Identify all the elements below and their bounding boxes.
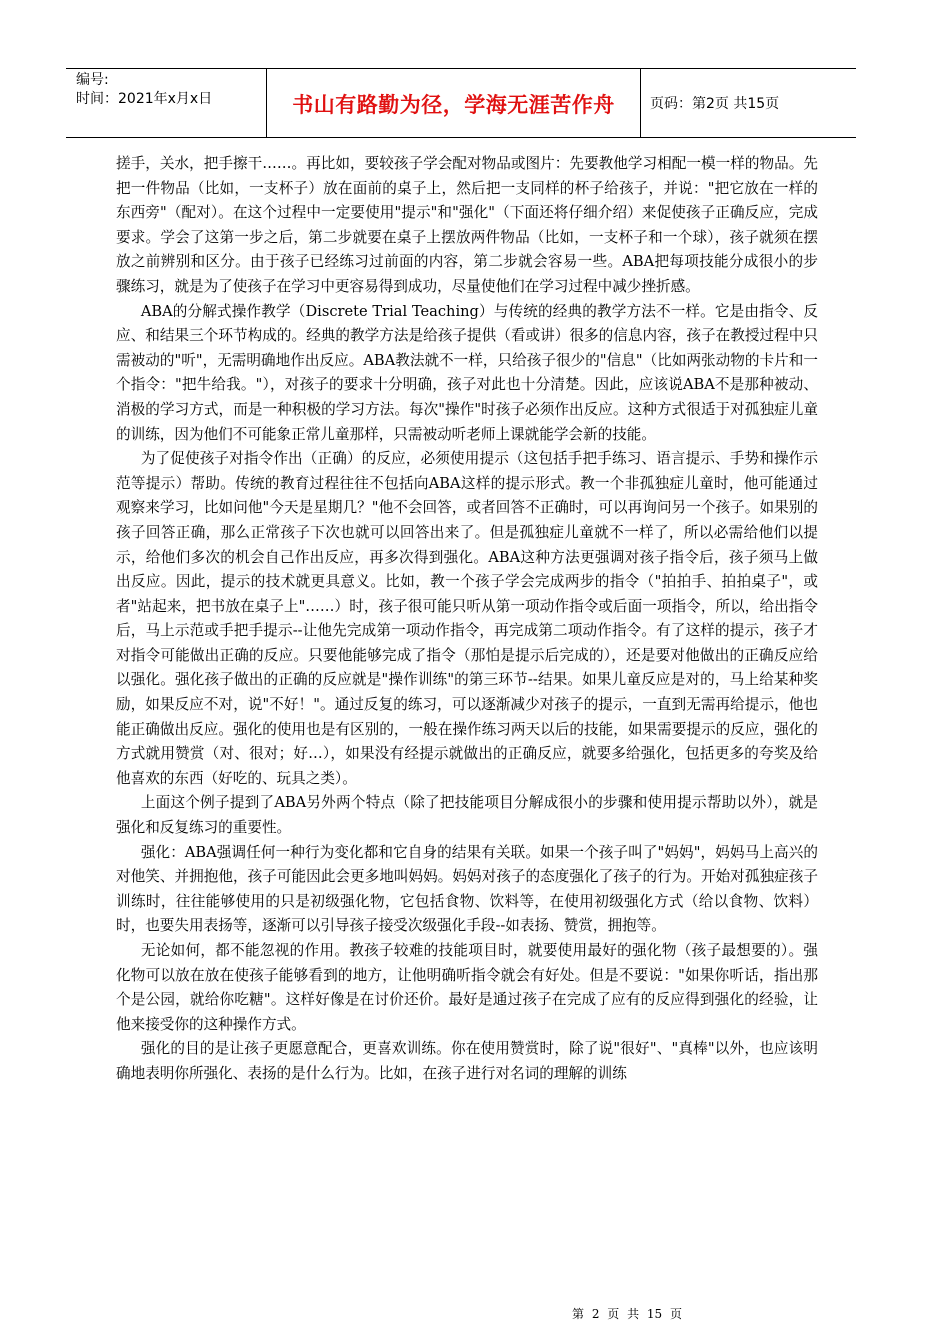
paragraph: 搓手，关水，把手擦干……。再比如，要较孩子学会配对物品或图片：先要教他学习相配一模一样的物品。先把一件物品（比如，一支杯子）放在面前的桌子上，然后把一支同样的杯子给孩子，并说："把它放在一样的东西旁"（配对）。在这个过程中一定要使用"提示"和"强化"（下面还将仔细介绍）来促使孩子正确反应，完成要求。学会了这第一步之后，第二步就要在桌子上摆放两件物品（比如，一支杯子和一个球），孩子就须在摆放之前辨别和区分。由于孩子已经练习过前面的内容，第二步就会容易一些。ABA把每项技能分成很小的步骤练习，就是为了使孩子在学习中更容易得到成功，尽量使他们在学习过程中减少挫折感。: [116, 155, 818, 295]
header-divider: [640, 69, 641, 137]
page-footer: [0, 1305, 950, 1322]
header-page-number: 页码：第2页 共15页: [650, 96, 780, 112]
document-number-label: 编号:: [76, 72, 109, 88]
header-meta: [76, 71, 264, 109]
paragraph: ABA的分解式操作教学（Discrete Trial Teaching）与传统的经典的教学方法不一样。它是由指令、反应、和结果三个环节构成的。经典的教学方法是给孩子提供（看或讲）很多的信息内容，孩子在教授过程中只需被动的"听"，无需明确地作出反应。ABA教法就不一样，只给孩子很少的"信息"（比如两张动物的卡片和一个指令："把牛给我。"），对孩子的要求十分明确，孩子对此也十分清楚。因此，应该说ABA不是那种被动、消极的学习方式，而是一种积极的学习方法。每次"操作"时孩子必须作出反应。这种方式很适于对孤独症儿童的训练，因为他们不可能象正常儿童那样，只需被动听老师上课就能学会新的技能。: [116, 302, 818, 443]
paragraph: 无论如何，都不能忽视的作用。教孩子较难的技能项目时，就要使用最好的强化物（孩子最想要的）。强化物可以放在放在使孩子能够看到的地方，让他明确听指令就会有好处。但是不要说："如果你听话，指出那个是公园，就给你吃糖"。这样好像是在讨价还价。最好是通过孩子在完成了应有的反应得到强化的经验，让他来接受你的这种操作方式。: [116, 942, 818, 1033]
header-motto: 书山有路勤为径，学海无涯苦作舟: [292, 93, 615, 117]
paragraph: 上面这个例子提到了ABA另外两个特点（除了把技能项目分解成很小的步骤和使用提示帮助以外），就是强化和反复练习的重要性。: [116, 794, 818, 837]
paragraph: 为了促使孩子对指令作出（正确）的反应，必须使用提示（这包括手把手练习、语言提示、手势和操作示范等提示）帮助。传统的教育过程往往不包括向ABA这样的提示形式。教一个非孤独症儿童时，他可能通过观察来学习，比如问他"今天是星期几？"他不会回答，或者回答不正确时，可以再询问另一个孩子。如果别的孩子回答正确，那么正常孩子下次也就可以回答出来了。但是孤独症儿童就不一样了，所以必需给他们以提示，给他们多次的机会自己作出反应，再多次得到强化。ABA这种方法更强调对孩子指令后，孩子须马上做出反应。因此，提示的技术就更具意义。比如，教一个孩子学会完成两步的指令（"拍拍手、拍拍桌子"，或者"站起来，把书放在桌子上"……）时，孩子很可能只听从第一项动作指令或后面一项指令，所以，给出指令后，马上示范或手把手提示--让他先完成第一项动作指令，再完成第二项动作指令。有了这样的提示，孩子才对指令可能做出正确的反应。只要他能够完成了指令（那怕是提示后完成的），还是要对他做出的正确反应给以强化。强化孩子做出的正确的反应就是"操作训练"的第三环节--结果。如果儿童反应是对的，马上给某种奖励，如果反应不对，说"不好！"。通过反复的练习，可以逐渐减少对孩子的提示，一直到无需再给提示，他也能正确做出反应。强化的使用也是有区别的，一般在操作练习两天以后的技能，如果需要提示的反应，强化的方式就用赞赏（对、很对；好…），如果没有经提示就做出的正确反应，就要多给强化，包括更多的夸奖及给他喜欢的东西（好吃的、玩具之类）。: [116, 450, 818, 787]
page-header: [66, 68, 856, 138]
document-body: [116, 152, 818, 1087]
paragraph: 强化：ABA强调任何一种行为变化都和它自身的结果有关联。如果一个孩子叫了"妈妈"，妈妈马上高兴的对他笑、并拥抱他，孩子可能因此会更多地叫妈妈。妈妈对孩子的态度强化了孩子的行为。开始对孤独症孩子训练时，往往能够使用的只是初级强化物，它包括食物、饮料等，在使用初级强化方式（给以食物、饮料）时，也要失用表扬等，逐渐可以引导孩子接受次级强化手段--如表扬、赞赏，拥抱等。: [116, 843, 818, 935]
footer-page-number: 第 2 页 共 15 页: [572, 1307, 682, 1321]
paragraph: 强化的目的是让孩子更愿意配合，更喜欢训练。你在使用赞赏时，除了说"很好"、"真棒"以外，也应该明确地表明你所强化、表扬的是什么行为。比如，在孩子进行对名词的理解的训练: [116, 1040, 818, 1082]
document-time-label: 时间：2021年x月x日: [76, 91, 213, 107]
